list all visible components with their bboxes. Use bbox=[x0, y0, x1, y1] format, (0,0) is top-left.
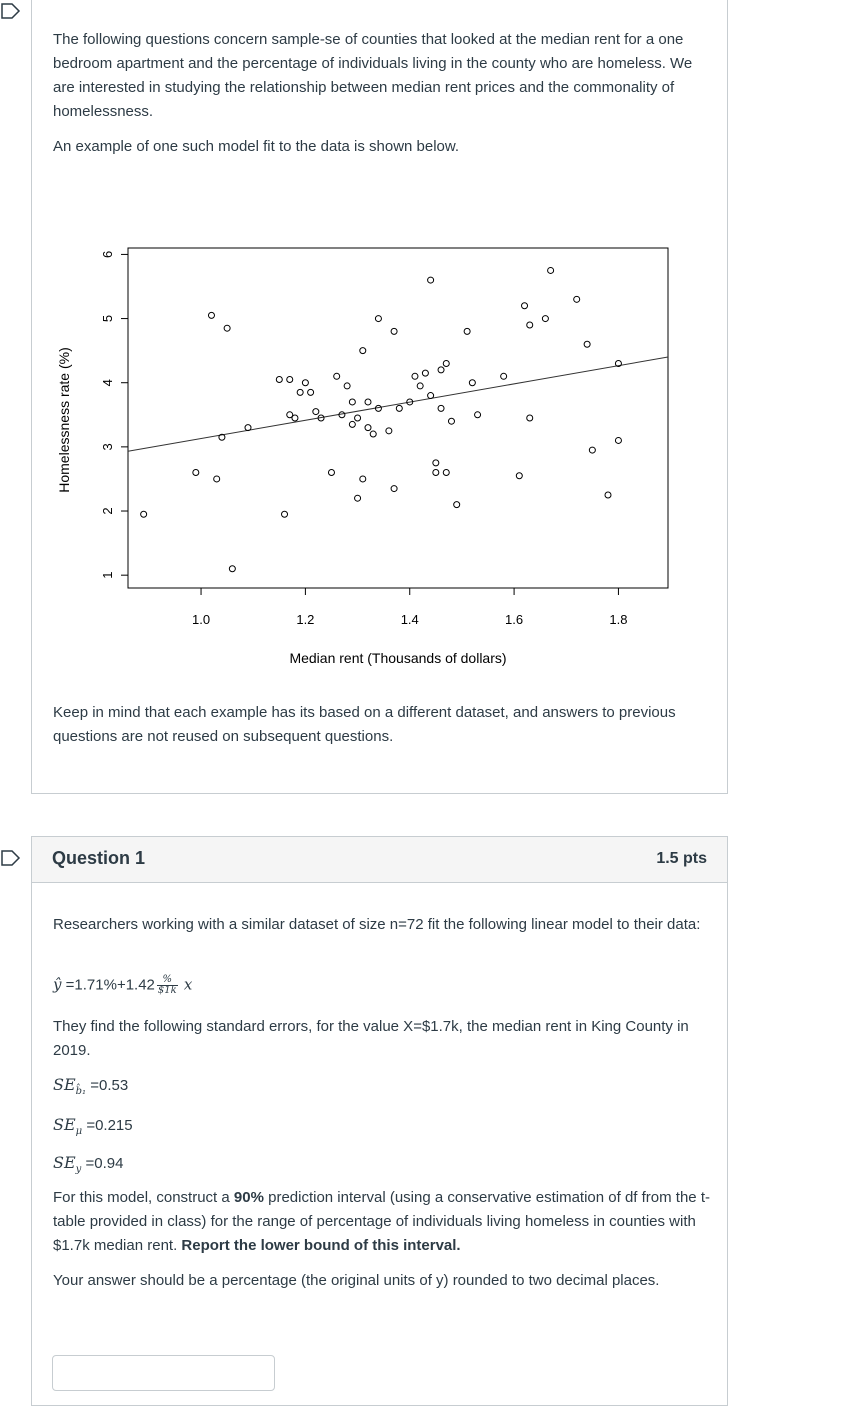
data-point bbox=[355, 495, 361, 501]
data-point bbox=[370, 431, 376, 437]
y-tick-label: 4 bbox=[100, 379, 115, 387]
data-point bbox=[313, 409, 319, 415]
y-tick-label: 6 bbox=[100, 250, 115, 259]
data-point bbox=[349, 399, 355, 405]
data-point bbox=[287, 377, 293, 383]
data-point bbox=[454, 502, 460, 508]
se-value: =0.94 bbox=[85, 1155, 124, 1172]
data-point bbox=[589, 447, 595, 453]
note-paragraph: Keep in mind that each example has its based on a different dataset, and answers to previous questions are not reused on subsequent questions. bbox=[53, 704, 676, 745]
model-x: x bbox=[183, 975, 193, 994]
x-tick-label: 1.4 bbox=[400, 612, 419, 627]
question-paragraph-format: Your answer should be a percentage (the original units of y) rounded to two decimal places. bbox=[53, 1272, 660, 1289]
question-card bbox=[31, 836, 728, 1406]
data-point bbox=[334, 373, 340, 379]
data-point bbox=[542, 316, 548, 322]
data-point bbox=[375, 316, 381, 322]
task-instruction: Report the lower bound of this interval. bbox=[181, 1237, 461, 1254]
x-tick-label: 1.8 bbox=[609, 612, 628, 627]
x-axis bbox=[192, 588, 627, 627]
se-subscript: y bbox=[75, 1164, 82, 1175]
data-point bbox=[308, 389, 314, 395]
question-paragraph-intro: Researchers working with a similar dataset of size n=72 fit the following linear model to their data: bbox=[53, 916, 701, 933]
data-point bbox=[229, 566, 235, 572]
data-point bbox=[412, 373, 418, 379]
question-title: Question 1 bbox=[52, 848, 146, 868]
data-point bbox=[417, 383, 423, 389]
data-point bbox=[428, 277, 434, 283]
data-point bbox=[605, 492, 611, 498]
data-point bbox=[469, 380, 475, 386]
y-tick-label: 1 bbox=[100, 571, 115, 579]
regression-line bbox=[128, 357, 668, 451]
data-point bbox=[365, 399, 371, 405]
x-axis-label: Median rent (Thousands of dollars) bbox=[289, 650, 507, 666]
data-point bbox=[297, 389, 303, 395]
scatter-plot bbox=[32, 218, 727, 678]
data-point bbox=[208, 312, 214, 318]
data-point bbox=[475, 412, 481, 418]
data-point bbox=[276, 377, 282, 383]
x-tick-label: 1.0 bbox=[192, 612, 211, 627]
data-point bbox=[422, 370, 428, 376]
data-point bbox=[193, 470, 199, 476]
data-point bbox=[448, 418, 454, 424]
data-point bbox=[584, 341, 590, 347]
se-symbol: SE bbox=[53, 1075, 76, 1094]
data-point bbox=[443, 470, 449, 476]
question-points: 1.5 pts bbox=[656, 850, 707, 867]
data-point bbox=[360, 476, 366, 482]
data-point bbox=[615, 437, 621, 443]
plot-box bbox=[128, 248, 668, 588]
data-point bbox=[433, 460, 439, 466]
x-tick-label: 1.2 bbox=[296, 612, 315, 627]
data-point bbox=[527, 322, 533, 328]
data-point bbox=[214, 476, 220, 482]
data-point bbox=[292, 415, 298, 421]
task-text: prediction interval (using a conservative estimation of df from the t-table provided in class) for the range of percentage of individuals living homeless in counties with $1.7k median rent. bbox=[53, 1189, 710, 1254]
data-point bbox=[245, 425, 251, 431]
data-point bbox=[355, 415, 361, 421]
data-points bbox=[141, 267, 622, 571]
question-paragraph-se: They find the following standard errors, for the value X=$1.7k, the median rent in King County in 2019. bbox=[53, 1018, 689, 1059]
data-point bbox=[224, 325, 230, 331]
data-point bbox=[501, 373, 507, 379]
se-value: =0.53 bbox=[90, 1077, 129, 1094]
se-symbol: SE bbox=[53, 1115, 76, 1134]
data-point bbox=[282, 511, 288, 517]
se-y bbox=[53, 1153, 123, 1175]
data-point bbox=[433, 470, 439, 476]
y-tick-label: 5 bbox=[100, 314, 115, 323]
y-tick-label: 3 bbox=[100, 443, 115, 451]
task-text: For this model, construct a bbox=[53, 1189, 234, 1206]
data-point bbox=[360, 348, 366, 354]
data-point bbox=[328, 470, 334, 476]
question-header bbox=[32, 837, 727, 883]
intro-card bbox=[31, 0, 728, 794]
data-point bbox=[386, 428, 392, 434]
model-equation bbox=[53, 975, 192, 996]
se-subscript: μ bbox=[75, 1126, 83, 1137]
y-axis bbox=[100, 251, 128, 579]
data-point bbox=[396, 405, 402, 411]
se-b1 bbox=[53, 1075, 128, 1097]
se-subscript: b̂₁ bbox=[75, 1086, 87, 1097]
intro-paragraph-example: An example of one such model fit to the data is shown below. bbox=[53, 138, 460, 155]
data-point bbox=[464, 328, 470, 334]
model-rhs: =1.71%+1.42 bbox=[65, 976, 155, 994]
data-point bbox=[428, 393, 434, 399]
data-point bbox=[438, 405, 444, 411]
data-point bbox=[548, 267, 554, 273]
bookmark-flag-icon[interactable] bbox=[0, 2, 22, 20]
data-point bbox=[141, 511, 147, 517]
question-flag-icon[interactable] bbox=[0, 849, 22, 867]
data-point bbox=[443, 360, 449, 366]
intro-paragraph: The following questions concern sample-se of counties that looked at the median rent for a one bedroom apartment and the percentage of individuals living in the county who are homeless. We are interested in studying the relationship between median rent prices and the commonality of homelessness. bbox=[53, 31, 693, 120]
data-point bbox=[574, 296, 580, 302]
se-symbol: SE bbox=[53, 1153, 76, 1172]
answer-input[interactable] bbox=[52, 1355, 275, 1391]
model-fraction bbox=[157, 975, 178, 996]
fraction-numerator: % bbox=[157, 975, 178, 986]
x-tick-label: 1.6 bbox=[505, 612, 524, 627]
data-point bbox=[365, 425, 371, 431]
question-paragraph-task bbox=[53, 1186, 713, 1258]
data-point bbox=[349, 421, 355, 427]
y-axis-label: Homelessness rate (%) bbox=[56, 347, 72, 493]
data-point bbox=[516, 473, 522, 479]
data-point bbox=[522, 303, 528, 309]
se-value: =0.215 bbox=[86, 1117, 133, 1134]
data-point bbox=[391, 328, 397, 334]
task-confidence: 90% bbox=[233, 1189, 264, 1206]
data-point bbox=[438, 367, 444, 373]
data-point bbox=[302, 380, 308, 386]
data-point bbox=[344, 383, 350, 389]
se-mu bbox=[53, 1115, 133, 1137]
yhat-symbol: ŷ bbox=[53, 975, 62, 994]
y-tick-label: 2 bbox=[100, 507, 115, 515]
data-point bbox=[391, 486, 397, 492]
data-point bbox=[527, 415, 533, 421]
fraction-denominator: $1k bbox=[157, 985, 177, 996]
